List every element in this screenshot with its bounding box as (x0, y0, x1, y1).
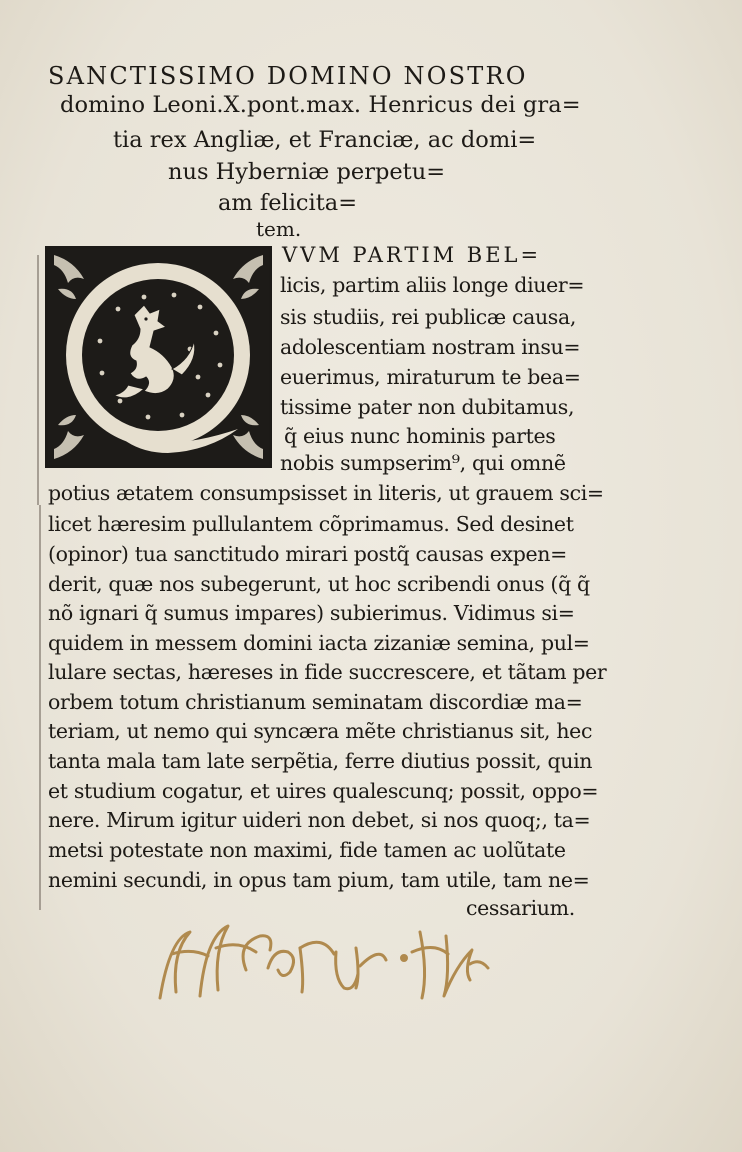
heading-line-2: domino Leoni.X.pont.max. Henricus dei gra= (60, 92, 581, 118)
body-line-7: q̃ eius nunc hominis partes (284, 424, 556, 448)
body-line-20: nere. Mirum igitur uideri non debet, si nos quoq;, ta= (48, 808, 591, 832)
body-line-16: orbem totum christianum seminatam discordiæ ma= (48, 690, 583, 714)
body-line-14: quidem in messem domini iacta zizaniæ semina, pul= (48, 631, 590, 655)
body-line-21: metsi potestate non maximi, fide tamen ac uolũtate (48, 838, 566, 862)
heading-line-4: nus Hyberniæ perpetu= (168, 159, 446, 185)
margin-line-mark (37, 255, 39, 505)
body-line-19: et studium cogatur, et uires qualescunq; possit, oppo= (48, 779, 599, 803)
body-line-1: VVM PARTIM BEL= (282, 243, 542, 267)
body-line-11: (opinor) tua sanctitudo mirari postq̃ causas expen= (48, 542, 567, 566)
body-line-17: teriam, ut nemo qui syncæra mẽte christianus sit, hec (48, 719, 593, 743)
body-line-9: potius ætatem consumpsisset in literis, ut grauem sci= (48, 481, 604, 505)
body-line-6: tissime pater non dubitamus, (280, 395, 575, 419)
body-line-10: licet hæresim pullulantem cõprimamus. Sed desinet (48, 512, 574, 536)
body-line-3: sis studiis, rei publicæ causa, (280, 305, 577, 329)
body-line-15: lulare sectas, hæreses in fide succrescere, et tãtam per (48, 660, 607, 684)
heading-line-1: SANCTISSIMO DOMINO NOSTRO (48, 62, 528, 90)
heading-line-5: am felicita= (218, 190, 358, 216)
body-line-18: tanta mala tam late serpẽtia, ferre diutius possit, quin (48, 749, 593, 773)
body-line-13: nõ ignari q̃ sumus impares) subierimus. Vidimus si= (48, 601, 575, 625)
dragon-woodcut-initial-icon (45, 246, 272, 468)
body-line-5: euerimus, miraturum te bea= (280, 365, 581, 389)
body-line-12: derit, quæ nos subegerunt, ut hoc scribendi onus (q̃ q̃ (48, 572, 590, 596)
body-line-4: adolescentiam nostram insu= (280, 335, 581, 359)
body-line-8: nobis sumpserim⁹, qui omnẽ (280, 451, 566, 475)
body-line-23: cessarium. (466, 896, 575, 920)
body-line-2: licis, partim aliis longe diuer= (280, 273, 585, 297)
body-line-22: nemini secundi, in opus tam pium, tam utile, tam ne= (48, 868, 590, 892)
margin-line-mark (39, 505, 41, 910)
handwritten-signature-icon (150, 908, 510, 1018)
heading-line-6: tem. (256, 217, 302, 241)
heading-line-3: tia rex Angliæ, et Franciæ, ac domi= (113, 127, 537, 153)
